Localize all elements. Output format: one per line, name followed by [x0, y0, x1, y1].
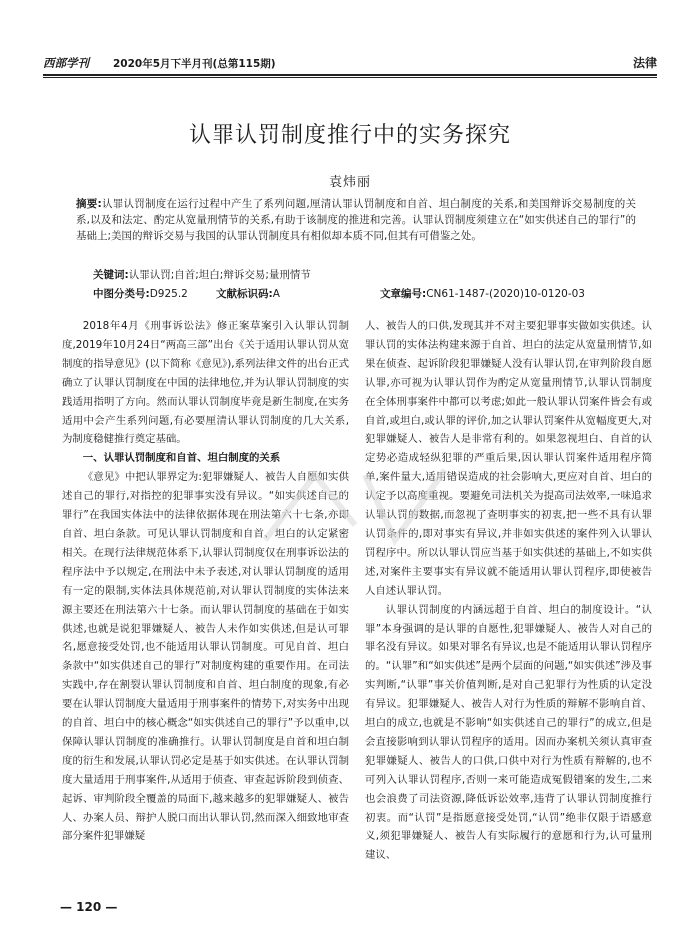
doc-value: A — [272, 288, 280, 300]
section-label: 法律 — [632, 56, 657, 70]
header-rule-thick — [43, 74, 657, 76]
art-label: 文章编号: — [380, 288, 427, 300]
abstract — [76, 196, 636, 244]
keywords-label: 关键词: — [93, 269, 129, 281]
body-column-left — [62, 317, 349, 846]
keywords — [93, 267, 653, 282]
paragraph: 2018年4月《刑事诉讼法》修正案草案引入认罪认罚制度,2019年10月24日“两高三部”出台《关于适用认罪认罚从宽制度的指导意见》(以下简称《意见》),系列法律文件的出台正式确立了认罪认罚制度在中国的法律地位,并为认罪认罚制度的实践适用指明了方向。然而认罪认罚制度毕竟是新生制度,在实务适用中会产生系列问题,有必要厘清认罪认罚制度的几大关系,为制度稳健推行奠定基础。 — [62, 320, 349, 446]
journal-name: 西部学刊 — [43, 56, 89, 70]
body-column-right — [365, 317, 652, 865]
page-header — [43, 52, 657, 74]
section-heading: 一、认罪认罚制度和自首、坦白制度的关系 — [82, 452, 281, 465]
art-value: CN61-1487-(2020)10-0120-03 — [426, 288, 585, 300]
paragraph: 《意见》中把认罪界定为:犯罪嫌疑人、被告人自愿如实供述自己的罪行,对指控的犯罪事实没有异议。“如实供述自己的罪行”在我国实体法中的法律依据体现在刑法第六十七条,亦即自首、坦白条款。可见认罪认罚制度和自首、坦白的认定紧密相关。在现行法律规范体系下,认罪认罚制度仅在刑事诉讼法的程序法中予以规定,在刑法中未予表述,对认罪认罚制度的适用有一定的限制,实体法具体规范前,对认罪认罚制度的实体法来源主要还在刑法第六十七条。而认罪认罚制度的基础在于如实供述,也就是说犯罪嫌疑人、被告人未作如实供述,但是认可罪名,愿意接受处罚,也不能适用认罪认罚制度。可见自首、坦白条款中“如实供述自己的罪行”对制度构建的重要作用。在司法实践中,存在割裂认罪认罚制度和自首、坦白制度的现象,有必要在认罪认罚制度大量适用于刑事案件的情势下,对实务中出现的自首、坦白中的核心概念“如实供述自己的罪行”予以重申,以保障认罪认罚制度的准确推行。认罪认罚制度是自首和坦白制度的衍生和发展,认罪认罚必定是基于如实供述。在认罪认罚制度大量适用于刑事案件,从适用于侦查、审查起诉阶段到侦查、起诉、审判阶段全覆盖的局面下,越来越多的犯罪嫌疑人、被告人、办案人员、辩护人脱口而出认罪认罚,然而深入细致地审查部分案件犯罪嫌疑 — [62, 471, 349, 843]
clc-number — [93, 286, 188, 301]
header-rule-thin — [43, 77, 657, 78]
keywords-text: 认罪认罚;自首;坦白;辩诉交易;量刑情节 — [128, 269, 311, 281]
article-title: 认罪认罚制度推行中的实务探究 — [188, 123, 511, 148]
paragraph: 认罪认罚制度的内涵远超于自首、坦白的制度设计。“认罪”本身强调的是认罪的自愿性,犯罪嫌疑人、被告人对自己的罪名没有异议。如果对罪名有异议,也是不能适用认罪认罚程序的。“认罪”和“如实供述”是两个层面的问题,“如实供述”涉及事实判断,“认罪”事关价值判断,是对自己犯罪行为性质的认定没有异议。犯罪嫌疑人、被告人对行为性质的辩解不影响自首、坦白的成立,也就是不影响“如实供述自己的罪行”的成立,但是会直接影响到认罪认罚程序的适用。因而办案机关须认真审查犯罪嫌疑人、被告人的口供,口供中对行为性质有辩解的,也不可列入认罪认罚程序,否则一来可能造成冤假错案的发生,二来也会浪费了司法资源,降低诉讼效率,违背了认罪认罚制度推行初衷。而“认罚”是指愿意接受处罚,“认罚”绝非仅限于语感意义,须犯罪嫌疑人、被告人有实际履行的意愿和行为,认可量刑建议、 — [365, 603, 652, 862]
clc-value: D925.2 — [149, 288, 188, 300]
article-number — [380, 286, 585, 301]
doc-label: 文献标识码: — [216, 288, 273, 300]
abstract-label: 摘要: — [76, 198, 102, 210]
abstract-text: 认罪认罚制度在运行过程中产生了系列问题,厘清认罪认罚制度和自首、坦白制度的关系,和美国辩诉交易制度的关系,以及和法定、酌定从宽量刑情节的关系,有助于该制度的推进和完善。认罪认罚制度须建立在“如实供述自己的罪行”的基础上;美国的辩诉交易与我国的认罪认罚制度具有相似却本质不同,但其有可借鉴之处。 — [76, 198, 636, 242]
page-number: — 120 — — [60, 900, 118, 914]
issue-info: 2020年5月下半月刊(总第115期) — [113, 58, 276, 70]
clc-label: 中图分类号: — [93, 288, 150, 300]
paragraph: 人、被告人的口供,发现其并不对主要犯罪事实做如实供述。认罪认罚的实体法构建来源于自首、坦白的法定从宽量刑情节,如果在侦查、起诉阶段犯罪嫌疑人没有认罪认罚,在审判阶段自愿认罪,亦可视为认罪认罚作为酌定从宽量刑情节,认罪认罚制度在全体刑事案件中都可以考虑;如此一般认罪认罚案件皆会有或自首,或坦白,或认罪的评价,加之认罪认罚案件从宽幅度更大,对犯罪嫌疑人、被告人是非常有利的。如果忽视坦白、自首的认定势必造成轻纵犯罪的严重后果,因认罪认罚案件适用程序简单,案件量大,适用错误造成的社会影响大,更应对自首、坦白的认定予以高度重视。要避免司法机关为提高司法效率,一味追求认罪认罚的数据,而忽视了查明事实的初衷,把一些不具有认罪认罚条件的,即对事实有异议,并非如实供述的案件列入认罪认罚程序中。所以认罪认罚应当基于如实供述的基础上,不如实供述,对案件主要事实有异议就不能适用认罪认罚程序,即使被告人自述认罪认罚。 — [365, 320, 652, 597]
article-author: 袁炜丽 — [328, 175, 371, 190]
doc-code — [216, 286, 280, 301]
